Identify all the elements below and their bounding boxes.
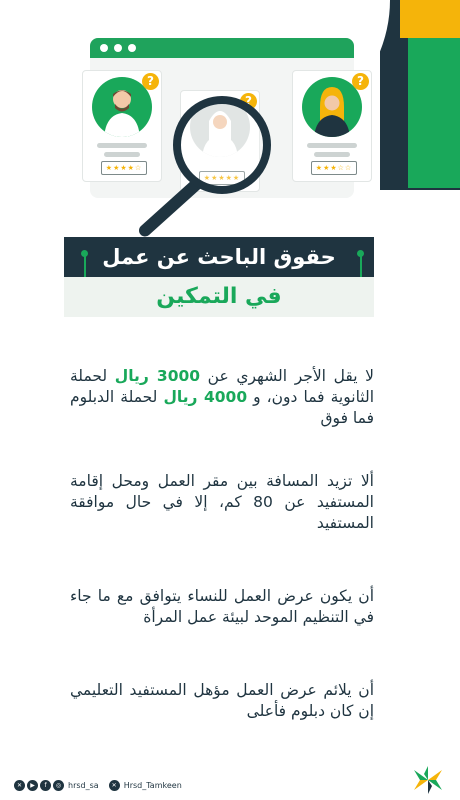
social-footer — [14, 778, 182, 792]
text-placeholder-line — [97, 143, 147, 148]
ministry-logo-icon — [410, 766, 446, 794]
rating-stars-icon: ★★★★☆ — [101, 161, 147, 175]
question-badge-icon: ? — [240, 93, 257, 110]
browser-title-bar — [90, 38, 354, 58]
wage-amount-highlight: 4000 ريال — [163, 388, 248, 406]
rights-paragraph-distance: ألا تزيد المسافة بين مقر العمل ومحل إقامة المستفيد عن 80 كم، إلا في حال موافقة المستفيد — [70, 472, 374, 532]
decor-dot — [357, 250, 364, 257]
paragraph-text: لحملة الثانوية فما دون، و — [70, 367, 374, 406]
question-badge-icon: ? — [142, 73, 159, 90]
rights-paragraph-qualification: أن يلائم عرض العمل مؤهل المستفيد التعليمي إن كان دبلوم فأعلى — [70, 681, 374, 720]
text-placeholder-line — [314, 152, 350, 157]
candidate-card-female — [292, 70, 372, 182]
title-banner — [64, 237, 374, 277]
social-handle[interactable]: hrsd_sa — [68, 780, 99, 790]
paragraph-text: لا يقل الأجر الشهري عن — [200, 367, 374, 385]
text-placeholder-line — [104, 152, 140, 157]
browser-dot-icon — [114, 44, 122, 52]
question-badge-icon: ? — [352, 73, 369, 90]
instagram-icon[interactable]: ◎ — [53, 780, 64, 791]
paragraph-text: لحملة الدبلوم فما فوق — [70, 388, 374, 427]
rights-paragraph-wage — [70, 366, 374, 429]
rating-stars-icon: ★★★☆☆ — [311, 161, 357, 175]
decor-dot — [81, 250, 88, 257]
browser-dot-icon — [100, 44, 108, 52]
corner-yellow-shape — [400, 0, 460, 38]
browser-dot-icon — [128, 44, 136, 52]
facebook-icon[interactable]: f — [40, 780, 51, 791]
x-icon[interactable]: ✕ — [109, 780, 120, 791]
corner-green-shape — [408, 38, 460, 188]
wage-amount-highlight: 3000 ريال — [114, 367, 201, 385]
youtube-icon[interactable]: ▶ — [27, 780, 38, 791]
magnifier-icon — [173, 96, 271, 194]
subtitle-banner — [64, 277, 374, 317]
page-subtitle: في التمكين — [156, 284, 282, 309]
candidate-card-male — [82, 70, 162, 182]
page-title: حقوق الباحث عن عمل — [102, 245, 336, 269]
rating-stars-icon: ★★★★★ — [199, 171, 245, 185]
x-icon[interactable]: ✕ — [14, 780, 25, 791]
social-handle[interactable]: Hrsd_Tamkeen — [123, 780, 182, 790]
text-placeholder-line — [307, 143, 357, 148]
rights-paragraph-women: أن يكون عرض العمل للنساء يتوافق مع ما جاء في التنظيم الموحد لبيئة عمل المرأة — [70, 587, 374, 626]
